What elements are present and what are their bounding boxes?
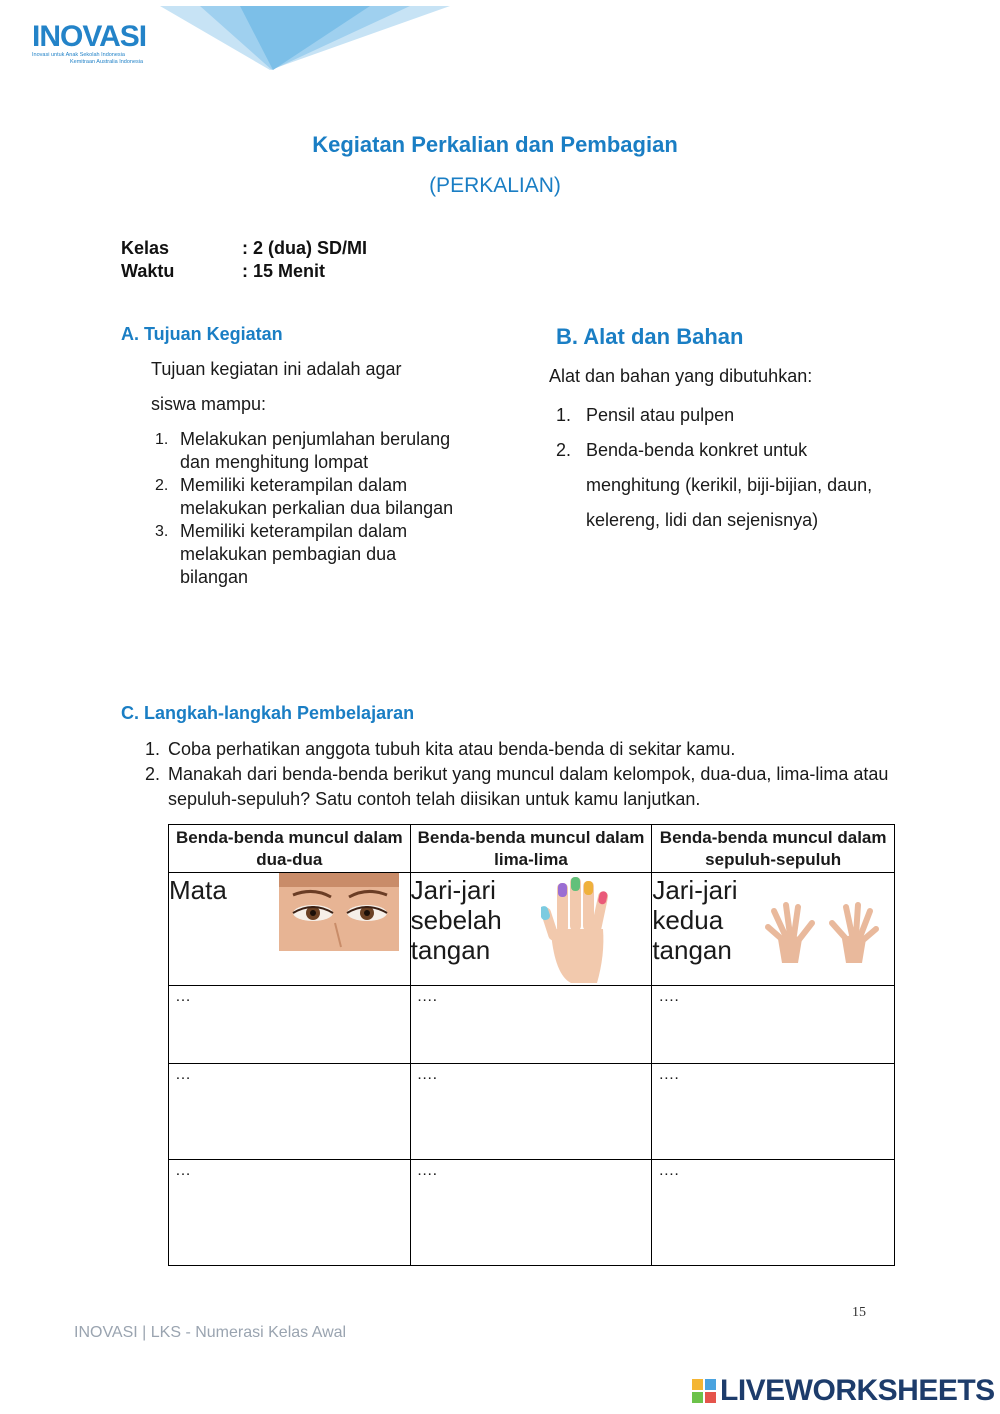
- list-text: Manakah dari benda-benda berikut yang muncul dalam kelompok, dua-dua, lima-lima atau sepuluh-sepuluh? Satu contoh telah diisikan untuk kamu lanjutkan.: [168, 764, 889, 809]
- list-number: 2.: [145, 764, 161, 784]
- section-c-heading: C. Langkah-langkah Pembelajaran: [121, 703, 415, 723]
- blank-placeholder: ….: [416, 988, 438, 1005]
- list-text: Melakukan penjumlahan berulang dan menghitung lompat: [180, 429, 451, 472]
- list-number: 2.: [155, 477, 169, 494]
- list-item: [145, 762, 915, 812]
- hand-image: [541, 875, 611, 985]
- answer-cell[interactable]: [169, 1064, 411, 1160]
- table-header-row: [169, 825, 895, 873]
- header-banner-graphic: [160, 6, 450, 72]
- meta-value: : 2 (dua) SD/MI: [242, 238, 367, 258]
- example-cell: [652, 873, 895, 986]
- inovasi-logo: [32, 22, 146, 66]
- example-text: Jari-jari sebelah tangan: [410, 875, 502, 965]
- table-row: [169, 986, 895, 1064]
- meta-label: Waktu: [121, 261, 175, 281]
- logo-partner: Kemitraan Australia Indonesia: [70, 59, 144, 65]
- section-c-list: [145, 737, 915, 812]
- blank-placeholder: ….: [658, 1066, 679, 1083]
- liveworksheets-logo: [692, 1374, 995, 1408]
- page-number: 15: [852, 1305, 866, 1320]
- table-row: [169, 1064, 895, 1160]
- liveworksheets-icon: [692, 1379, 716, 1403]
- meta-waktu: [121, 261, 325, 282]
- answer-cell[interactable]: [652, 1160, 895, 1266]
- example-row: [169, 873, 895, 986]
- list-text: Pensil atau pulpen: [586, 405, 735, 425]
- list-item: [145, 737, 915, 762]
- meta-label: Kelas: [121, 238, 170, 258]
- section-b-intro: Alat dan bahan yang dibutuhkan:: [549, 366, 813, 386]
- answer-cell[interactable]: [410, 986, 652, 1064]
- blank-placeholder: …: [175, 988, 191, 1005]
- list-item: [556, 433, 886, 538]
- answer-cell[interactable]: [652, 986, 895, 1064]
- two-hands-image: [762, 901, 880, 965]
- page-subtitle: (PERKALIAN): [429, 174, 561, 197]
- section-a-heading: A. Tujuan Kegiatan: [121, 324, 283, 344]
- list-number: 1.: [155, 431, 169, 448]
- blank-placeholder: ….: [416, 1066, 438, 1083]
- page-title: Kegiatan Perkalian dan Pembagian: [312, 132, 678, 157]
- list-text: Benda-benda konkret untuk menghitung (kerikil, biji-bijian, daun, kelereng, lidi dan sejenisnya): [586, 440, 873, 530]
- column-header: Benda-benda muncul dalam lima-lima: [410, 825, 652, 873]
- column-header: Benda-benda muncul dalam dua-dua: [169, 825, 411, 873]
- answer-cell[interactable]: [169, 986, 411, 1064]
- list-item: [155, 428, 455, 474]
- section-a-list: [155, 428, 455, 589]
- blank-placeholder: …: [175, 1066, 191, 1083]
- list-text: Memiliki keterampilan dalam melakukan perkalian dua bilangan: [180, 475, 454, 518]
- blank-placeholder: ….: [658, 1162, 679, 1179]
- eyes-image: [279, 873, 399, 951]
- column-header: Benda-benda muncul dalam sepuluh-sepuluh: [652, 825, 895, 873]
- section-b-list: [556, 398, 886, 538]
- example-cell: [169, 873, 411, 986]
- section-a-intro-cont: siswa mampu:: [151, 394, 267, 414]
- list-number: 3.: [155, 523, 169, 540]
- example-cell: [410, 873, 652, 986]
- logo-name: INOVASI: [32, 20, 147, 53]
- list-text: Coba perhatikan anggota tubuh kita atau benda-benda di sekitar kamu.: [168, 739, 736, 759]
- answer-cell[interactable]: [652, 1064, 895, 1160]
- example-text: Mata: [169, 875, 227, 905]
- meta-value: : 15 Menit: [242, 261, 326, 281]
- example-text: Jari-jari kedua tangan: [652, 875, 738, 965]
- logo-tagline: Inovasi untuk Anak Sekolah Indonesia: [32, 52, 125, 58]
- answer-cell[interactable]: [410, 1160, 652, 1266]
- blank-placeholder: ….: [658, 988, 679, 1005]
- list-item: [556, 398, 886, 433]
- answer-cell[interactable]: [410, 1064, 652, 1160]
- table-row: [169, 1160, 895, 1266]
- list-number: 1.: [145, 739, 161, 759]
- list-item: [155, 474, 455, 520]
- section-a-intro: Tujuan kegiatan ini adalah agar: [151, 359, 402, 379]
- list-number: 2.: [556, 440, 572, 460]
- blank-placeholder: …: [175, 1162, 191, 1179]
- answer-cell[interactable]: [169, 1160, 411, 1266]
- section-b-heading: B. Alat dan Bahan: [556, 324, 744, 349]
- liveworksheets-brand: LIVEWORKSHEETS: [720, 1374, 995, 1407]
- worksheet-table: [168, 824, 895, 1266]
- footer-text: INOVASI | LKS - Numerasi Kelas Awal: [74, 1324, 347, 1341]
- list-text: Memiliki keterampilan dalam melakukan pembagian dua bilangan: [180, 521, 408, 587]
- blank-placeholder: ….: [416, 1162, 438, 1179]
- list-number: 1.: [556, 405, 572, 425]
- meta-kelas: [121, 238, 367, 259]
- list-item: [155, 520, 455, 589]
